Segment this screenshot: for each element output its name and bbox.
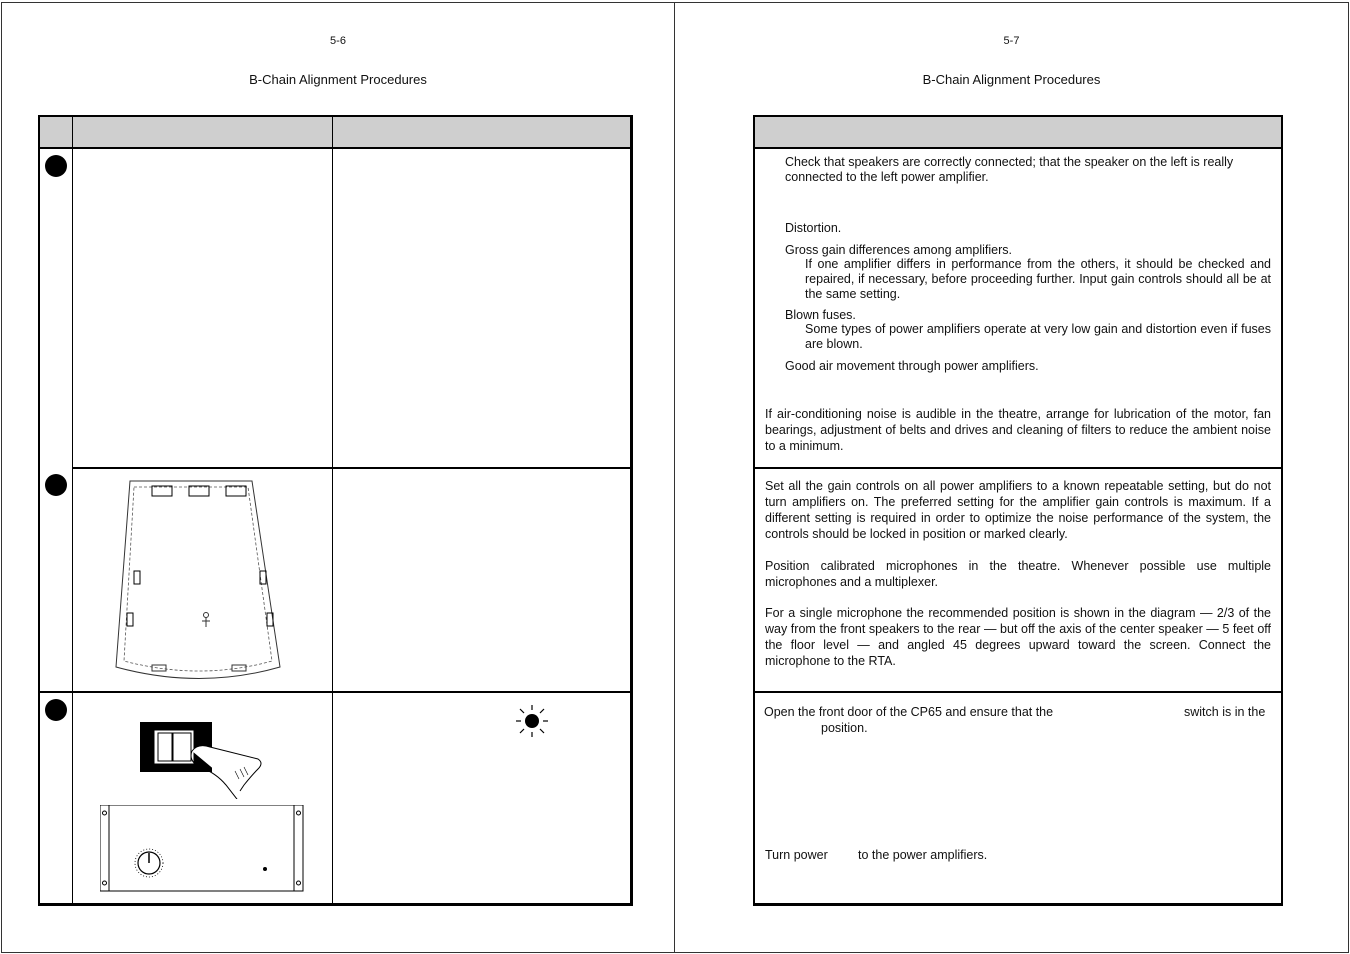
position-mics-text: Position calibrated microphones in the theatre. Whenever possible use multiple microphones and a multiplexer. — [765, 559, 1271, 589]
table-header — [755, 117, 1281, 149]
column-divider — [72, 117, 73, 903]
turn-power-text-b: to the power amplifiers. — [858, 848, 988, 862]
single-mic-text: For a single microphone the recommended position is shown in the diagram — 2/3 of the way from the front speakers to the rear — but off the axis of the center speaker — 5 feet off the floor level — and angled 45 degrees upward toward the screen. Connect the microphone to the RTA. — [765, 606, 1271, 668]
blown-fuses-text: Blown fuses. — [785, 308, 856, 322]
row-divider — [38, 691, 630, 693]
column-divider — [332, 117, 333, 903]
power-switch-illustration — [140, 719, 290, 799]
page-title: B-Chain Alignment Procedures — [922, 72, 1101, 87]
check-speakers-text: Check that speakers are correctly connected; that the speaker on the left is really connected to the left power amplifier. — [785, 155, 1234, 184]
left-page — [1, 2, 675, 953]
page-number: 5-7 — [1003, 35, 1020, 47]
distortion-text: Distortion. — [785, 221, 842, 235]
right-page — [674, 2, 1349, 953]
table-header — [40, 117, 630, 149]
gross-gain-text: Gross gain differences among amplifiers. — [785, 243, 1012, 257]
open-door-text-c: position. — [821, 721, 868, 735]
blown-fuses-detail-text: Some types of power amplifiers operate at very low gain and distortion even if fuses are blown. — [805, 322, 1271, 351]
air-conditioning-text: If air-conditioning noise is audible in the theatre, arrange for lubrication of the motor, fan bearings, adjustment of belts and drives and cleaning of filters to reduce the ambient noise to a minimum. — [765, 407, 1271, 453]
amplifier-panel-illustration — [100, 805, 304, 895]
row-divider — [755, 691, 1281, 693]
open-door-text-b: switch is in the — [1184, 705, 1266, 719]
power-on-icon — [514, 703, 550, 739]
procedure-table — [753, 115, 1283, 906]
procedure-table — [38, 115, 633, 906]
page-title: B-Chain Alignment Procedures — [249, 72, 427, 87]
theatre-layout-diagram — [110, 475, 290, 685]
air-movement-text: Good air movement through power amplifiers. — [785, 359, 1039, 373]
page-number: 5-6 — [330, 35, 346, 47]
open-door-text-a: Open the front door of the CP65 and ensure that the — [764, 705, 1054, 719]
turn-power-text-a: Turn power — [765, 848, 828, 862]
row-divider — [755, 467, 1281, 469]
step-2-marker — [45, 474, 67, 496]
step-3-marker — [45, 699, 67, 721]
step-1-marker — [45, 155, 67, 177]
gain-controls-text: Set all the gain controls on all power amplifiers to a known repeatable setting, but do not turn amplifiers on. The preferred setting for the amplifier gain controls is maximum. If a different setting is required in order to optimize the noise performance of the system, the controls should be locked in position or marked clearly. — [765, 479, 1271, 541]
gross-gain-detail-text: If one amplifier differs in performance from the others, it should be checked and repaired, if necessary, before proceeding further. Input gain controls should all be at the same setting. — [805, 257, 1271, 301]
row-divider — [72, 467, 630, 469]
